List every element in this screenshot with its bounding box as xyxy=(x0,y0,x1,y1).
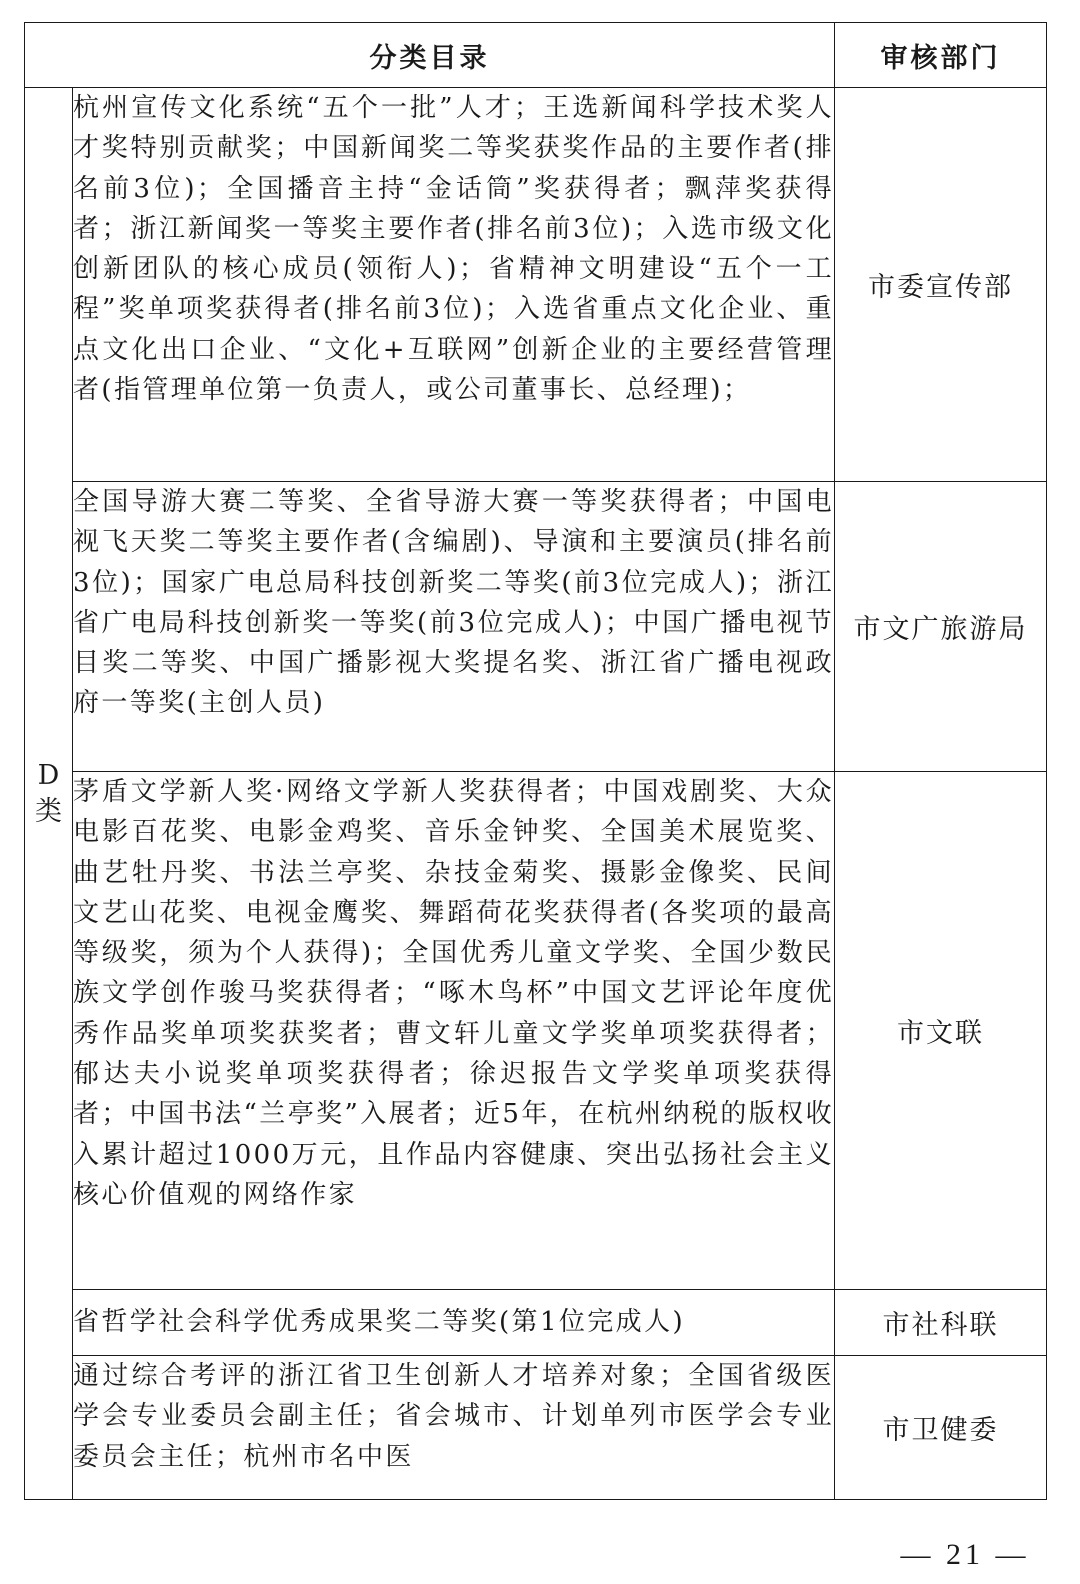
row-department: 市委宣传部 xyxy=(835,88,1047,482)
row-content: 通过综合考评的浙江省卫生创新人才培养对象；全国省级医学会专业委员会副主任；省会城市、计划单列市医学会专业委员会主任；杭州市名中医 xyxy=(73,1356,835,1500)
table-row xyxy=(25,772,1047,1290)
table-row xyxy=(25,1290,1047,1356)
category-cell xyxy=(25,88,73,1500)
row-content: 杭州宣传文化系统“五个一批”人才；王选新闻科学技术奖人才奖特别贡献奖；中国新闻奖二等奖获奖作品的主要作者(排名前3位)；全国播音主持“金话筒”奖获得者；飘萍奖获得者；浙江新闻奖一等奖主要作者(排名前3位)；入选市级文化创新团队的核心成员(领衔人)；省精神文明建设“五个一工程”奖单项奖获得者(排名前3位)；入选省重点文化企业、重点文化出口企业、“文化+互联网”创新企业的主要经营管理者(指管理单位第一负责人，或公司董事长、总经理)； xyxy=(73,88,835,482)
row-content: 全国导游大赛二等奖、全省导游大赛一等奖获得者；中国电视飞天奖二等奖主要作者(含编剧)、导演和主要演员(排名前3位)；国家广电总局科技创新奖二等奖(前3位完成人)；浙江省广电局科技创新奖一等奖(前3位完成人)；中国广播电视节目奖二等奖、中国广播影视大奖提名奖、浙江省广播电视政府一等奖(主创人员) xyxy=(73,482,835,772)
row-department: 市社科联 xyxy=(835,1290,1047,1356)
header-catalog: 分类目录 xyxy=(25,23,835,88)
header-department: 审核部门 xyxy=(835,23,1047,88)
row-department: 市文广旅游局 xyxy=(835,482,1047,772)
row-content: 省哲学社会科学优秀成果奖二等奖(第1位完成人) xyxy=(73,1290,835,1356)
row-department: 市卫健委 xyxy=(835,1356,1047,1500)
row-department: 市文联 xyxy=(835,772,1047,1290)
row-content: 茅盾文学新人奖·网络文学新人奖获得者；中国戏剧奖、大众电影百花奖、电影金鸡奖、音乐金钟奖、全国美术展览奖、曲艺牡丹奖、书法兰亭奖、杂技金菊奖、摄影金像奖、民间文艺山花奖、电视金鹰奖、舞蹈荷花奖获得者(各奖项的最高等级奖，须为个人获得)；全国优秀儿童文学奖、全国少数民族文学创作骏马奖获得者；“啄木鸟杯”中国文艺评论年度优秀作品奖单项奖获奖者；曹文轩儿童文学奖单项奖获得者；郁达夫小说奖单项奖获得者；徐迟报告文学奖单项奖获得者；中国书法“兰亭奖”入展者；近5年，在杭州纳税的版权收入累计超过1000万元，且作品内容健康、突出弘扬社会主义核心价值观的网络作家 xyxy=(73,772,835,1290)
table-row xyxy=(25,1356,1047,1500)
category-letter: D xyxy=(37,759,60,791)
catalog-table xyxy=(24,22,1047,1500)
category-suffix: 类 xyxy=(35,795,62,827)
table-header-row xyxy=(25,23,1047,88)
page-number: — 21 — xyxy=(900,1538,1030,1571)
table-row xyxy=(25,88,1047,482)
table-row xyxy=(25,482,1047,772)
